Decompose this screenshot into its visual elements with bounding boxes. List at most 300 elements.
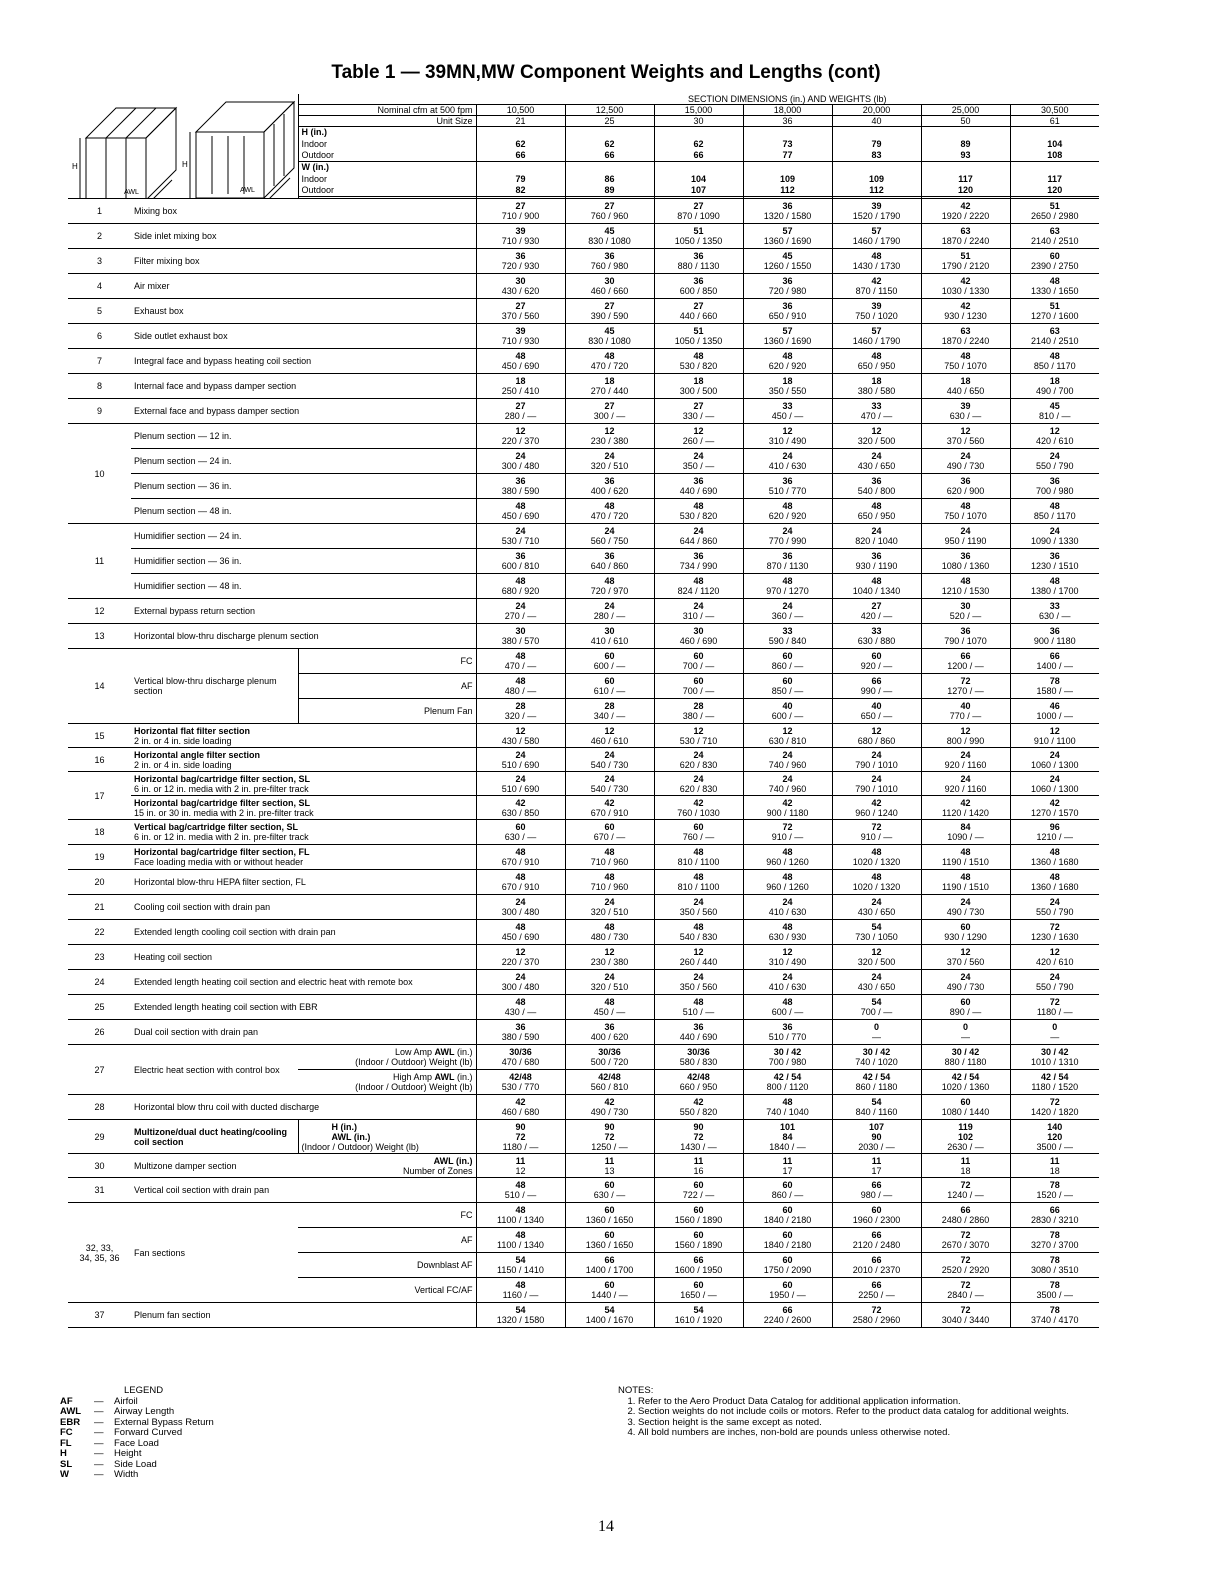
table-cell [476,748,565,772]
table-cell [654,1045,743,1070]
cell-value: 72 [1049,997,1060,1007]
cell-value: 66 [782,1305,793,1315]
cell-value: 62 [515,138,526,149]
table-cell [743,150,832,162]
cell-value: 1520 / — [1036,1190,1074,1200]
table-cell [921,1253,1010,1278]
cell-value: 86 [604,173,615,184]
table-cell [921,1228,1010,1253]
cell-value: 2840 / — [947,1290,984,1300]
cell-value: 42 / 54 [1040,1072,1069,1082]
row-description [131,449,476,474]
table-cell [832,1253,921,1278]
table-cell [654,870,743,895]
cell-value: 72 [960,1230,971,1240]
cell-value: 21 [515,116,526,126]
table-cell [1010,674,1099,699]
table-row [68,724,1099,748]
row-subtitle: 2 in. or 4 in. side loading [134,735,232,746]
cell-value: 36 [515,551,526,561]
cell-value: 36 [693,276,704,286]
table-cell [832,549,921,574]
cell-value: 24 [960,526,971,536]
row-title: Dual coil section with drain pan [134,1027,259,1037]
legend-text: External Bypass Return [114,1416,214,1428]
cell-value: 370 / 560 [946,957,985,967]
cell-value: 84 [960,822,971,832]
cell-value: 710 / 930 [501,236,540,246]
table-cell [743,399,832,424]
table-cell [743,424,832,449]
row-number: 14 [68,649,131,724]
table-cell [565,499,654,524]
table-cell [1010,173,1099,185]
cell-value: 36 [693,1022,704,1032]
row-sub-h: H (in.) [331,1121,357,1132]
table-cell [743,1303,832,1328]
table-cell [921,224,1010,249]
table-cell [921,920,1010,945]
cell-value: 18 [693,376,704,386]
cell-value: 450 / — [771,411,804,421]
table-cell [1010,474,1099,499]
cell-value: 42/48 [509,1072,532,1082]
table-cell [565,724,654,748]
row-sub-label [298,1045,476,1070]
table-cell [654,1095,743,1120]
cell-value: 51 [960,251,971,261]
row-description [131,1095,476,1120]
table-cell [1010,274,1099,299]
row-number: 7 [68,349,131,374]
table-cell [476,724,565,748]
table-cell [743,1228,832,1253]
legend-abbr: FC [60,1427,73,1438]
table-cell [743,549,832,574]
row-title: Vertical coil section with drain pan [134,1185,270,1195]
table-cell [565,1253,654,1278]
table-cell [565,224,654,249]
row-number: 25 [68,995,131,1020]
cell-value: 108 [1047,150,1063,161]
figure-label-h: H [72,162,78,171]
cell-value: 1030 / 1330 [941,286,990,296]
cell-value: 1210 / 1530 [941,586,990,596]
table-cell [565,1303,654,1328]
table-cell [476,474,565,499]
cell-value: 48 [515,997,526,1007]
table-cell [743,995,832,1020]
cell-value: 910 / 1100 [1033,735,1076,746]
cell-value: 36 [604,476,615,486]
cell-value: 24 [871,972,882,982]
cell-value: 480 / — [504,686,537,696]
cell-value: 840 / 1160 [855,1107,898,1117]
cell-value: 790 / 1010 [855,759,898,770]
figure-label-awl: AWL [124,189,139,196]
table-row [68,299,1099,324]
table-cell [1010,150,1099,162]
cell-value: 710 / 900 [501,211,540,221]
cell-value: 48 [604,501,615,511]
cell-value: 36 [1049,551,1060,561]
cell-value: 760 / 1030 [677,807,720,818]
table-cell [743,199,832,224]
row-sub-label: AF [298,1228,476,1253]
cell-value: 42 [1049,797,1060,808]
row-title: Extended length heating coil section and electric heat with remote box [134,977,413,987]
table-cell [743,224,832,249]
cell-value: 24 [515,526,526,536]
cell-value: 1560 / 1890 [674,1240,723,1250]
component-table-wrapper [68,94,1099,1328]
cell-value: 66 [604,1255,615,1265]
cell-value: 1600 / 1950 [674,1265,723,1275]
table-cell [654,699,743,724]
table-cell [654,150,743,162]
cell-value: 830 / 1080 [588,336,631,346]
table-cell [565,249,654,274]
cell-value: 90 [515,1121,526,1132]
cell-value: 1840 / — [769,1141,806,1152]
cell-value: 24 [693,972,704,982]
table-cell [921,1203,1010,1228]
cell-value: 470 / 720 [590,361,629,371]
cell-value: 1190 / 1510 [942,857,989,867]
table-cell [1010,399,1099,424]
table-cell [565,349,654,374]
cell-value: 42 / 54 [773,1072,802,1082]
row-description [131,199,476,224]
table-cell [743,796,832,820]
table-cell [654,1020,743,1045]
cell-value: 410 / 630 [768,982,807,992]
cell-value: 60 [693,1180,704,1190]
row-sub-label: FC [298,1203,476,1228]
cell-value: 48 [960,351,971,361]
table-cell [743,1278,832,1303]
cell-value: 60 [693,676,704,686]
cell-value: 24 [871,897,882,907]
cell-value: 980 / — [860,1190,893,1200]
cell-value: 12 [960,426,971,436]
cell-value: 430 / 580 [501,735,540,746]
cell-value: 740 / 1020 [855,1057,898,1067]
row-number: 5 [68,299,131,324]
cell-value: 1000 / — [1036,711,1074,721]
row-sub-label-text: High Amp [392,1072,435,1082]
table-cell [654,324,743,349]
cell-value: 60 [693,1280,704,1290]
table-cell [654,224,743,249]
cell-value: 40 [871,701,882,711]
cell-value: 230 / 380 [590,436,629,446]
cell-value: 51 [1049,301,1060,311]
table-cell [832,499,921,524]
cell-value: 15,000 [684,105,713,115]
table-cell [476,649,565,674]
cell-value: 600 / — [771,711,804,721]
row-number: 24 [68,970,131,995]
table-cell [476,1070,565,1095]
row-title: Air mixer [134,281,170,291]
indoor-label: Indoor [298,173,476,185]
cell-value: 72 [1049,1097,1060,1107]
cell-value: 460 / 690 [679,636,718,646]
cell-value: 39 [871,201,882,211]
cell-value: 33 [782,401,793,411]
cell-value: 30 [515,626,526,636]
cell-value: 54 [871,997,882,1007]
table-cell [565,1020,654,1045]
table-cell [654,574,743,599]
row-description [131,895,476,920]
table-cell [1010,945,1099,970]
table-cell [565,127,654,138]
cell-value: 1060 / 1300 [1030,783,1079,794]
table-row [68,349,1099,374]
row-description [131,1178,476,1203]
table-cell [921,1095,1010,1120]
table-cell [1010,1120,1099,1154]
cell-value: 620 / 920 [768,511,807,521]
table-cell [1010,624,1099,649]
table-cell [921,549,1010,574]
row-sub-zones: Number of Zones [402,1165,473,1176]
cell-value: 57 [871,226,882,236]
table-cell [1010,1228,1099,1253]
cell-value: 72 [960,1180,971,1190]
table-cell [565,1120,654,1154]
cell-value: 550 / 790 [1035,907,1074,917]
row-number: 27 [68,1045,131,1095]
cell-value: 580 / 830 [679,1057,718,1067]
cell-value: 450 / — [593,1007,626,1017]
cell-value: 680 / 860 [857,735,896,746]
cell-value: 60 [693,822,704,832]
row-description [131,224,476,249]
cell-value: 230 / 380 [590,957,629,967]
table-row [68,920,1099,945]
cell-value: 510 / — [682,1007,715,1017]
table-cell [832,105,921,116]
table-cell [832,138,921,150]
table-cell [832,1095,921,1120]
cell-value: 350 / — [682,461,715,471]
table-cell [565,920,654,945]
table-cell [921,1045,1010,1070]
row-sub-label-unit: (in.) [454,1072,473,1082]
table-cell [654,399,743,424]
cell-value: 0 [873,1022,879,1032]
cell-value: 36 [960,476,971,486]
cell-value: 24 [604,897,615,907]
cell-value: 920 / 1160 [944,783,987,794]
table-cell [1010,1154,1099,1178]
cell-value: 28 [693,701,704,711]
cell-value: 1190 / 1510 [942,882,989,892]
row-title: Cooling coil section with drain pan [134,902,271,912]
table-cell [565,574,654,599]
note-item: 1. Refer to the Aero Product Data Catalog for additional application information. [638,1397,1103,1408]
cell-value: 2630 / — [947,1141,984,1152]
cell-value: 430 / 650 [857,907,896,917]
cell-value: 60 [604,1205,615,1215]
table-cell [832,399,921,424]
table-cell [654,1203,743,1228]
cell-value: 700 / 980 [1035,486,1074,496]
table-row [68,649,1099,674]
cell-value: 30 [960,601,971,611]
cell-value: 24 [782,601,793,611]
table-cell [921,150,1010,162]
cell-value: 1100 / 1340 [497,1215,544,1225]
table-cell [565,995,654,1020]
cell-value: 760 / 980 [590,261,629,271]
cell-value: 54 [693,1305,704,1315]
cell-value: 60 [604,1180,615,1190]
row-title: Horizontal angle filter section [134,749,261,760]
cell-value: 24 [782,451,793,461]
cell-value: 540 / 730 [590,783,629,794]
h-label: H (in.) [298,127,476,138]
cell-value: 1180 / — [1036,1007,1073,1017]
cell-value: 72 [960,1305,971,1315]
table-cell [832,1303,921,1328]
row-number: 26 [68,1020,131,1045]
cell-value: 48 [604,576,615,586]
cell-value: 850 / 1170 [1033,511,1076,521]
row-number: 6 [68,324,131,349]
table-cell [1010,724,1099,748]
cell-value: 30/36 [509,1047,532,1057]
cell-value: 1360 / 1650 [585,1215,634,1225]
row-description [131,995,476,1020]
cell-value: 24 [604,601,615,611]
cell-value: 25 [604,116,615,126]
notes-list [618,1397,1103,1439]
table-cell [1010,1203,1099,1228]
cell-value: 50 [960,116,971,126]
cell-value: 18 [960,1165,971,1176]
cell-value: 650 / 950 [857,511,896,521]
cell-value: 36 [782,476,793,486]
table-row [68,796,1099,820]
table-cell [1010,995,1099,1020]
cell-value: 740 / 960 [768,783,807,794]
table-cell [921,1154,1010,1178]
cell-value: 1750 / 2090 [763,1265,812,1275]
cell-value: 42 / 54 [951,1072,980,1082]
cell-value: 28 [604,701,615,711]
row-description [131,249,476,274]
legend-dash: — [94,1469,104,1480]
cell-value: 96 [1049,822,1060,832]
cell-value: 60 [960,922,971,932]
cell-value: 77 [782,150,793,161]
cell-value: 12 [693,426,704,436]
table-cell [1010,116,1099,127]
cell-value: 12 [782,725,793,736]
cell-value: 910 / — [771,832,804,842]
cell-value: 430 / 650 [857,461,896,471]
cell-value: 670 / 910 [590,807,629,818]
table-cell [743,574,832,599]
cell-value: 89 [960,138,971,149]
cell-value: 1400 / — [1036,661,1074,671]
row-sub-label: AF [298,674,476,699]
cell-value: 700 / — [682,686,715,696]
cell-value: 540 / 800 [857,486,896,496]
cell-value: 61 [1049,116,1060,126]
table-cell [743,699,832,724]
cell-value: 1440 / — [591,1290,628,1300]
cell-value: 420 / 610 [1035,436,1074,446]
cell-value: 1270 / 1570 [1030,807,1079,818]
table-cell [476,1253,565,1278]
cell-value: 51 [693,326,704,336]
cell-value: 60 [782,1180,793,1190]
cell-value: 2390 / 2750 [1030,261,1079,271]
cell-value: 510 / — [504,1190,537,1200]
cell-value: 1180 / 1520 [1031,1082,1079,1092]
cell-value: 36 [782,116,793,126]
row-number: 1 [68,199,131,224]
row-number: 12 [68,599,131,624]
cell-value: 66 [871,1230,882,1240]
table-cell [921,870,1010,895]
cell-value: 112 [780,185,795,196]
table-cell [921,674,1010,699]
cell-value: 27 [604,401,615,411]
cell-value: 48 [693,351,704,361]
table-cell [476,599,565,624]
cell-value: 3080 / 3510 [1030,1265,1079,1275]
cell-value: 24 [604,526,615,536]
row-number: 16 [68,748,131,772]
cell-value: 590 / 840 [768,636,807,646]
cell-value: 490 / 700 [1035,386,1074,396]
cell-value: 460 / 680 [501,1107,540,1117]
unit-diagram-icon [68,94,296,199]
table-row [68,970,1099,995]
cell-value: 42 [960,276,971,286]
table-cell [743,748,832,772]
table-cell [743,449,832,474]
legend-text: Airfoil [114,1395,138,1407]
cell-value: 36 [693,251,704,261]
cell-value: 24 [604,773,615,784]
cell-value: 720 / 970 [590,586,629,596]
table-cell [654,549,743,574]
table-cell [476,870,565,895]
cell-value: 280 / — [504,411,537,421]
cell-value: 45 [604,326,615,336]
table-cell [921,199,1010,224]
table-cell [743,820,832,845]
legend-item [60,1407,218,1418]
cell-value: 650 / — [860,711,893,721]
table-row [68,995,1099,1020]
table-cell [832,1120,921,1154]
cell-value: 1270 / — [947,686,984,696]
table-cell [476,116,565,127]
row-subtitle: 6 in. or 12 in. media with 2 in. pre-filter track [134,832,309,842]
cell-value: 430 / 620 [501,286,540,296]
cell-value: 620 / 900 [946,486,985,496]
table-cell [1010,1070,1099,1095]
table-cell [743,162,832,173]
